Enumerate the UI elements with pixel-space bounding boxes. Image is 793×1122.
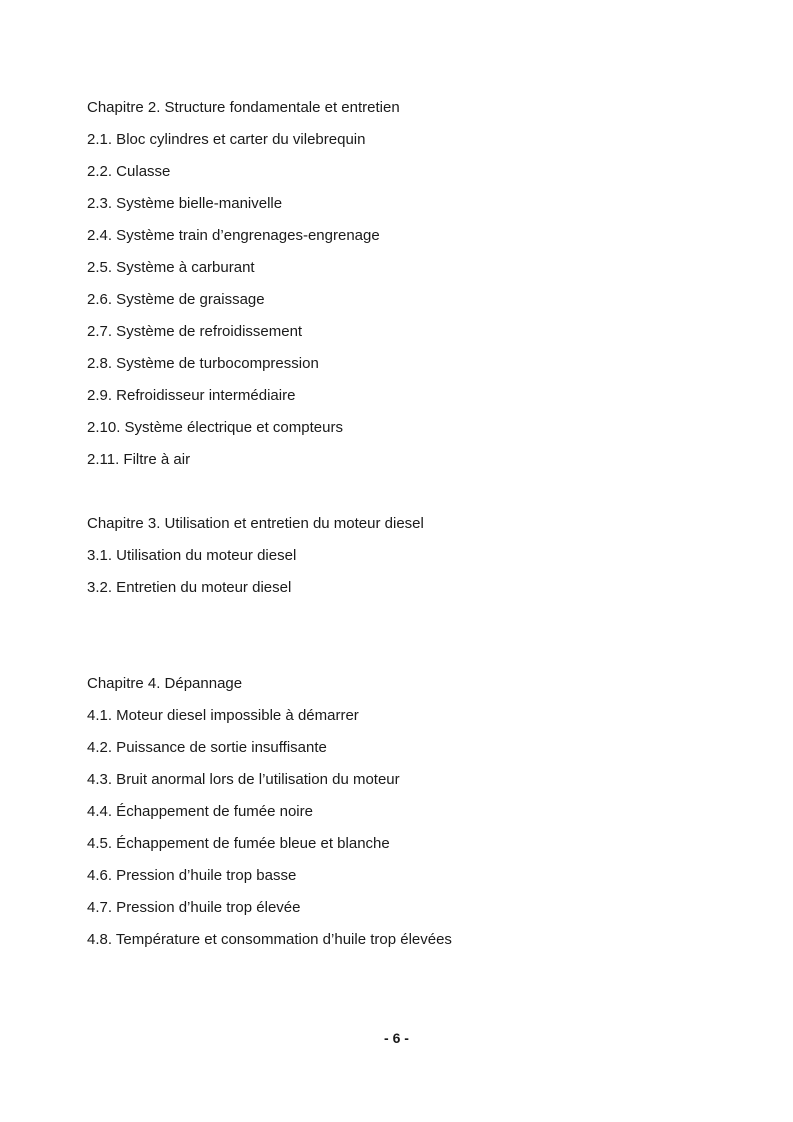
toc-entry-4-1: 4.1. Moteur diesel impossible à démarrer <box>87 707 359 724</box>
toc-entry-2-1: 2.1. Bloc cylindres et carter du vilebrequin <box>87 131 366 148</box>
toc-entry-4-6: 4.6. Pression d’huile trop basse <box>87 867 297 884</box>
toc-entry-4-7: 4.7. Pression d’huile trop élevée <box>87 899 301 916</box>
toc-entry-2-7: 2.7. Système de refroidissement <box>87 323 303 340</box>
toc-entry-4-4: 4.4. Échappement de fumée noire <box>87 803 313 820</box>
chapter-2-title: Chapitre 2. Structure fondamentale et entretien <box>87 99 400 116</box>
toc-entry-4-8: 4.8. Température et consommation d’huile trop élevées <box>87 931 452 948</box>
chapter-4-title: Chapitre 4. Dépannage <box>87 675 243 692</box>
toc-entry-2-5: 2.5. Système à carburant <box>87 259 255 276</box>
toc-entry-2-9: 2.9. Refroidisseur intermédiaire <box>87 387 296 404</box>
toc-entry-4-5: 4.5. Échappement de fumée bleue et blanche <box>87 835 390 852</box>
toc-entry-3-2: 3.2. Entretien du moteur diesel <box>87 579 292 596</box>
toc-entry-2-4: 2.4. Système train d’engrenages-engrenage <box>87 227 380 244</box>
chapter-3-title: Chapitre 3. Utilisation et entretien du moteur diesel <box>87 515 424 532</box>
toc-entry-2-2: 2.2. Culasse <box>87 163 171 180</box>
toc-entry-2-11: 2.11. Filtre à air <box>87 451 191 468</box>
toc-entry-2-10: 2.10. Système électrique et compteurs <box>87 419 343 436</box>
toc-entry-2-3: 2.3. Système bielle-manivelle <box>87 195 283 212</box>
toc-entry-4-2: 4.2. Puissance de sortie insuffisante <box>87 739 327 756</box>
toc-entry-2-8: 2.8. Système de turbocompression <box>87 355 319 372</box>
toc-entry-3-1: 3.1. Utilisation du moteur diesel <box>87 547 297 564</box>
toc-entry-2-6: 2.6. Système de graissage <box>87 291 265 308</box>
toc-entry-4-3: 4.3. Bruit anormal lors de l’utilisation du moteur <box>87 771 400 788</box>
page-number: - 6 - <box>384 1030 409 1046</box>
